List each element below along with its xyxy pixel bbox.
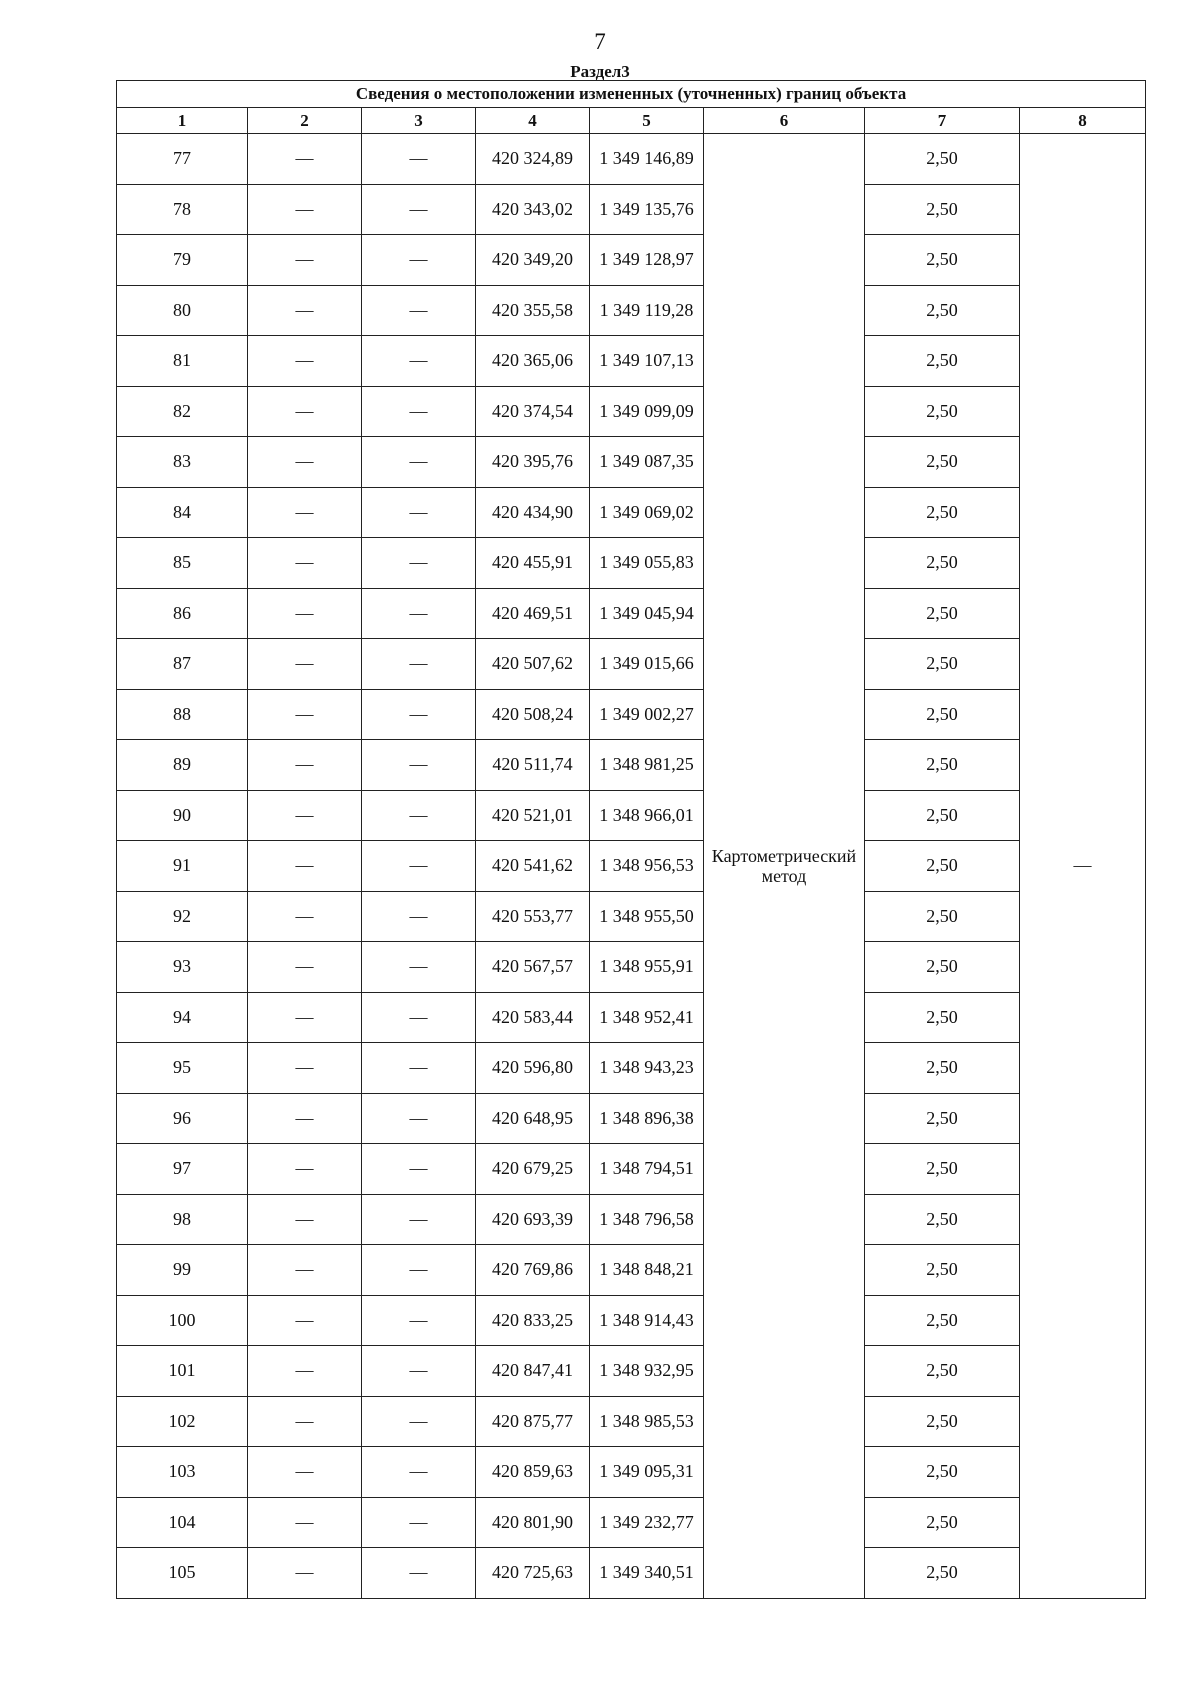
point-number: 103 bbox=[117, 1447, 248, 1498]
x-coordinate: 420 374,54 bbox=[476, 386, 590, 437]
accuracy-value: 2,50 bbox=[865, 740, 1020, 791]
table-row bbox=[117, 1245, 1146, 1296]
y-coordinate: 1 349 107,13 bbox=[590, 336, 704, 387]
table-row bbox=[117, 841, 1146, 892]
col3-value: — bbox=[362, 841, 476, 892]
col3-value: — bbox=[362, 285, 476, 336]
x-coordinate: 420 541,62 bbox=[476, 841, 590, 892]
col3-value: — bbox=[362, 437, 476, 488]
col3-value: — bbox=[362, 1144, 476, 1195]
col3-value: — bbox=[362, 386, 476, 437]
point-number: 83 bbox=[117, 437, 248, 488]
col2-value: — bbox=[248, 689, 362, 740]
table-row bbox=[117, 1144, 1146, 1195]
x-coordinate: 420 455,91 bbox=[476, 538, 590, 589]
accuracy-value: 2,50 bbox=[865, 1295, 1020, 1346]
col3-value: — bbox=[362, 134, 476, 185]
accuracy-value: 2,50 bbox=[865, 639, 1020, 690]
y-coordinate: 1 348 956,53 bbox=[590, 841, 704, 892]
x-coordinate: 420 343,02 bbox=[476, 184, 590, 235]
table-row bbox=[117, 891, 1146, 942]
accuracy-value: 2,50 bbox=[865, 538, 1020, 589]
point-number: 81 bbox=[117, 336, 248, 387]
col3-value: — bbox=[362, 487, 476, 538]
accuracy-value: 2,50 bbox=[865, 992, 1020, 1043]
y-coordinate: 1 349 069,02 bbox=[590, 487, 704, 538]
y-coordinate: 1 348 914,43 bbox=[590, 1295, 704, 1346]
point-number: 82 bbox=[117, 386, 248, 437]
point-number: 102 bbox=[117, 1396, 248, 1447]
table-row bbox=[117, 1043, 1146, 1094]
table-row bbox=[117, 386, 1146, 437]
col2-value: — bbox=[248, 1144, 362, 1195]
point-number: 85 bbox=[117, 538, 248, 589]
col2-value: — bbox=[248, 487, 362, 538]
y-coordinate: 1 349 135,76 bbox=[590, 184, 704, 235]
col2-value: — bbox=[248, 1194, 362, 1245]
point-number: 80 bbox=[117, 285, 248, 336]
table-row bbox=[117, 1396, 1146, 1447]
table-caption: Сведения о местоположении измененных (уточненных) границ объекта bbox=[117, 81, 1146, 108]
col3-value: — bbox=[362, 588, 476, 639]
column-number: 4 bbox=[476, 108, 590, 134]
x-coordinate: 420 507,62 bbox=[476, 639, 590, 690]
accuracy-value: 2,50 bbox=[865, 1144, 1020, 1195]
table-row bbox=[117, 992, 1146, 1043]
col2-value: — bbox=[248, 1043, 362, 1094]
x-coordinate: 420 469,51 bbox=[476, 588, 590, 639]
y-coordinate: 1 349 087,35 bbox=[590, 437, 704, 488]
col3-value: — bbox=[362, 336, 476, 387]
x-coordinate: 420 648,95 bbox=[476, 1093, 590, 1144]
table-row bbox=[117, 1497, 1146, 1548]
y-coordinate: 1 348 955,50 bbox=[590, 891, 704, 942]
col3-value: — bbox=[362, 942, 476, 993]
table-row bbox=[117, 538, 1146, 589]
x-coordinate: 420 859,63 bbox=[476, 1447, 590, 1498]
y-coordinate: 1 348 896,38 bbox=[590, 1093, 704, 1144]
table-row bbox=[117, 235, 1146, 286]
col2-value: — bbox=[248, 1295, 362, 1346]
y-coordinate: 1 349 015,66 bbox=[590, 639, 704, 690]
point-number: 105 bbox=[117, 1548, 248, 1599]
y-coordinate: 1 349 002,27 bbox=[590, 689, 704, 740]
col3-value: — bbox=[362, 1548, 476, 1599]
accuracy-value: 2,50 bbox=[865, 1245, 1020, 1296]
method-cell: Картометрический метод bbox=[704, 134, 865, 1599]
accuracy-value: 2,50 bbox=[865, 1497, 1020, 1548]
column-number: 1 bbox=[117, 108, 248, 134]
col3-value: — bbox=[362, 1497, 476, 1548]
x-coordinate: 420 434,90 bbox=[476, 487, 590, 538]
point-number: 95 bbox=[117, 1043, 248, 1094]
point-number: 77 bbox=[117, 134, 248, 185]
col3-value: — bbox=[362, 891, 476, 942]
x-coordinate: 420 875,77 bbox=[476, 1396, 590, 1447]
col3-value: — bbox=[362, 1194, 476, 1245]
x-coordinate: 420 324,89 bbox=[476, 134, 590, 185]
point-number: 97 bbox=[117, 1144, 248, 1195]
y-coordinate: 1 348 796,58 bbox=[590, 1194, 704, 1245]
col2-value: — bbox=[248, 891, 362, 942]
y-coordinate: 1 349 119,28 bbox=[590, 285, 704, 336]
x-coordinate: 420 349,20 bbox=[476, 235, 590, 286]
point-number: 98 bbox=[117, 1194, 248, 1245]
section-title: Раздел3 bbox=[570, 62, 630, 81]
table-row bbox=[117, 740, 1146, 791]
point-number: 88 bbox=[117, 689, 248, 740]
col3-value: — bbox=[362, 689, 476, 740]
point-number: 99 bbox=[117, 1245, 248, 1296]
col3-value: — bbox=[362, 1396, 476, 1447]
y-coordinate: 1 349 099,09 bbox=[590, 386, 704, 437]
x-coordinate: 420 521,01 bbox=[476, 790, 590, 841]
table-row bbox=[117, 1093, 1146, 1144]
point-number: 93 bbox=[117, 942, 248, 993]
y-coordinate: 1 349 232,77 bbox=[590, 1497, 704, 1548]
col2-value: — bbox=[248, 134, 362, 185]
x-coordinate: 420 567,57 bbox=[476, 942, 590, 993]
table-row bbox=[117, 487, 1146, 538]
accuracy-value: 2,50 bbox=[865, 184, 1020, 235]
accuracy-value: 2,50 bbox=[865, 790, 1020, 841]
col2-value: — bbox=[248, 235, 362, 286]
table-row bbox=[117, 639, 1146, 690]
col3-value: — bbox=[362, 1346, 476, 1397]
col3-value: — bbox=[362, 790, 476, 841]
col2-value: — bbox=[248, 538, 362, 589]
table-row bbox=[117, 1346, 1146, 1397]
col2-value: — bbox=[248, 386, 362, 437]
col2-value: — bbox=[248, 437, 362, 488]
x-coordinate: 420 801,90 bbox=[476, 1497, 590, 1548]
col2-value: — bbox=[248, 992, 362, 1043]
point-number: 87 bbox=[117, 639, 248, 690]
point-number: 86 bbox=[117, 588, 248, 639]
accuracy-value: 2,50 bbox=[865, 1447, 1020, 1498]
accuracy-value: 2,50 bbox=[865, 1093, 1020, 1144]
x-coordinate: 420 355,58 bbox=[476, 285, 590, 336]
table-row bbox=[117, 285, 1146, 336]
x-coordinate: 420 365,06 bbox=[476, 336, 590, 387]
col3-value: — bbox=[362, 992, 476, 1043]
col3-value: — bbox=[362, 1447, 476, 1498]
col3-value: — bbox=[362, 740, 476, 791]
accuracy-value: 2,50 bbox=[865, 689, 1020, 740]
column-number-row bbox=[117, 108, 1146, 134]
point-number: 89 bbox=[117, 740, 248, 791]
col3-value: — bbox=[362, 235, 476, 286]
col2-value: — bbox=[248, 1447, 362, 1498]
table-row bbox=[117, 134, 1146, 185]
column-number: 5 bbox=[590, 108, 704, 134]
accuracy-value: 2,50 bbox=[865, 285, 1020, 336]
accuracy-value: 2,50 bbox=[865, 134, 1020, 185]
x-coordinate: 420 583,44 bbox=[476, 992, 590, 1043]
col2-value: — bbox=[248, 1548, 362, 1599]
table-row bbox=[117, 689, 1146, 740]
col3-value: — bbox=[362, 1295, 476, 1346]
x-coordinate: 420 508,24 bbox=[476, 689, 590, 740]
y-coordinate: 1 348 985,53 bbox=[590, 1396, 704, 1447]
col2-value: — bbox=[248, 1093, 362, 1144]
x-coordinate: 420 679,25 bbox=[476, 1144, 590, 1195]
point-number: 104 bbox=[117, 1497, 248, 1548]
accuracy-value: 2,50 bbox=[865, 1396, 1020, 1447]
x-coordinate: 420 847,41 bbox=[476, 1346, 590, 1397]
accuracy-value: 2,50 bbox=[865, 841, 1020, 892]
accuracy-value: 2,50 bbox=[865, 1043, 1020, 1094]
column-number: 2 bbox=[248, 108, 362, 134]
point-number: 94 bbox=[117, 992, 248, 1043]
y-coordinate: 1 349 095,31 bbox=[590, 1447, 704, 1498]
col2-value: — bbox=[248, 1346, 362, 1397]
point-number: 96 bbox=[117, 1093, 248, 1144]
col3-value: — bbox=[362, 1043, 476, 1094]
col2-value: — bbox=[248, 285, 362, 336]
table-row bbox=[117, 437, 1146, 488]
col3-value: — bbox=[362, 1245, 476, 1296]
page-number: 7 bbox=[594, 29, 606, 54]
accuracy-value: 2,50 bbox=[865, 437, 1020, 488]
accuracy-value: 2,50 bbox=[865, 1548, 1020, 1599]
col2-value: — bbox=[248, 1396, 362, 1447]
x-coordinate: 420 511,74 bbox=[476, 740, 590, 791]
coordinates-table bbox=[116, 80, 1146, 1599]
table-row bbox=[117, 336, 1146, 387]
col3-value: — bbox=[362, 184, 476, 235]
accuracy-value: 2,50 bbox=[865, 336, 1020, 387]
accuracy-value: 2,50 bbox=[865, 588, 1020, 639]
col2-value: — bbox=[248, 841, 362, 892]
col2-value: — bbox=[248, 1497, 362, 1548]
y-coordinate: 1 348 966,01 bbox=[590, 790, 704, 841]
y-coordinate: 1 348 932,95 bbox=[590, 1346, 704, 1397]
accuracy-value: 2,50 bbox=[865, 1194, 1020, 1245]
table-body bbox=[117, 134, 1146, 1599]
y-coordinate: 1 348 848,21 bbox=[590, 1245, 704, 1296]
y-coordinate: 1 349 146,89 bbox=[590, 134, 704, 185]
x-coordinate: 420 769,86 bbox=[476, 1245, 590, 1296]
column-number: 7 bbox=[865, 108, 1020, 134]
y-coordinate: 1 348 955,91 bbox=[590, 942, 704, 993]
accuracy-value: 2,50 bbox=[865, 386, 1020, 437]
accuracy-value: 2,50 bbox=[865, 487, 1020, 538]
col2-value: — bbox=[248, 942, 362, 993]
x-coordinate: 420 395,76 bbox=[476, 437, 590, 488]
y-coordinate: 1 349 055,83 bbox=[590, 538, 704, 589]
col3-value: — bbox=[362, 639, 476, 690]
column-number: 8 bbox=[1020, 108, 1146, 134]
col2-value: — bbox=[248, 184, 362, 235]
point-number: 90 bbox=[117, 790, 248, 841]
col2-value: — bbox=[248, 588, 362, 639]
col2-value: — bbox=[248, 790, 362, 841]
point-number: 84 bbox=[117, 487, 248, 538]
column-number: 3 bbox=[362, 108, 476, 134]
point-number: 91 bbox=[117, 841, 248, 892]
table-row bbox=[117, 1295, 1146, 1346]
col3-value: — bbox=[362, 538, 476, 589]
col2-value: — bbox=[248, 740, 362, 791]
table-row bbox=[117, 1548, 1146, 1599]
table-row bbox=[117, 1194, 1146, 1245]
point-number: 100 bbox=[117, 1295, 248, 1346]
col8-cell: — bbox=[1020, 134, 1146, 1599]
col2-value: — bbox=[248, 1245, 362, 1296]
table-row bbox=[117, 942, 1146, 993]
x-coordinate: 420 833,25 bbox=[476, 1295, 590, 1346]
accuracy-value: 2,50 bbox=[865, 235, 1020, 286]
y-coordinate: 1 349 128,97 bbox=[590, 235, 704, 286]
point-number: 79 bbox=[117, 235, 248, 286]
table-row bbox=[117, 588, 1146, 639]
y-coordinate: 1 349 340,51 bbox=[590, 1548, 704, 1599]
table-row bbox=[117, 184, 1146, 235]
accuracy-value: 2,50 bbox=[865, 942, 1020, 993]
point-number: 101 bbox=[117, 1346, 248, 1397]
table-row bbox=[117, 1447, 1146, 1498]
point-number: 92 bbox=[117, 891, 248, 942]
x-coordinate: 420 693,39 bbox=[476, 1194, 590, 1245]
x-coordinate: 420 553,77 bbox=[476, 891, 590, 942]
col3-value: — bbox=[362, 1093, 476, 1144]
table-row bbox=[117, 790, 1146, 841]
y-coordinate: 1 348 943,23 bbox=[590, 1043, 704, 1094]
accuracy-value: 2,50 bbox=[865, 1346, 1020, 1397]
accuracy-value: 2,50 bbox=[865, 891, 1020, 942]
x-coordinate: 420 596,80 bbox=[476, 1043, 590, 1094]
y-coordinate: 1 348 981,25 bbox=[590, 740, 704, 791]
y-coordinate: 1 348 952,41 bbox=[590, 992, 704, 1043]
y-coordinate: 1 348 794,51 bbox=[590, 1144, 704, 1195]
column-number: 6 bbox=[704, 108, 865, 134]
col2-value: — bbox=[248, 639, 362, 690]
col2-value: — bbox=[248, 336, 362, 387]
y-coordinate: 1 349 045,94 bbox=[590, 588, 704, 639]
x-coordinate: 420 725,63 bbox=[476, 1548, 590, 1599]
point-number: 78 bbox=[117, 184, 248, 235]
